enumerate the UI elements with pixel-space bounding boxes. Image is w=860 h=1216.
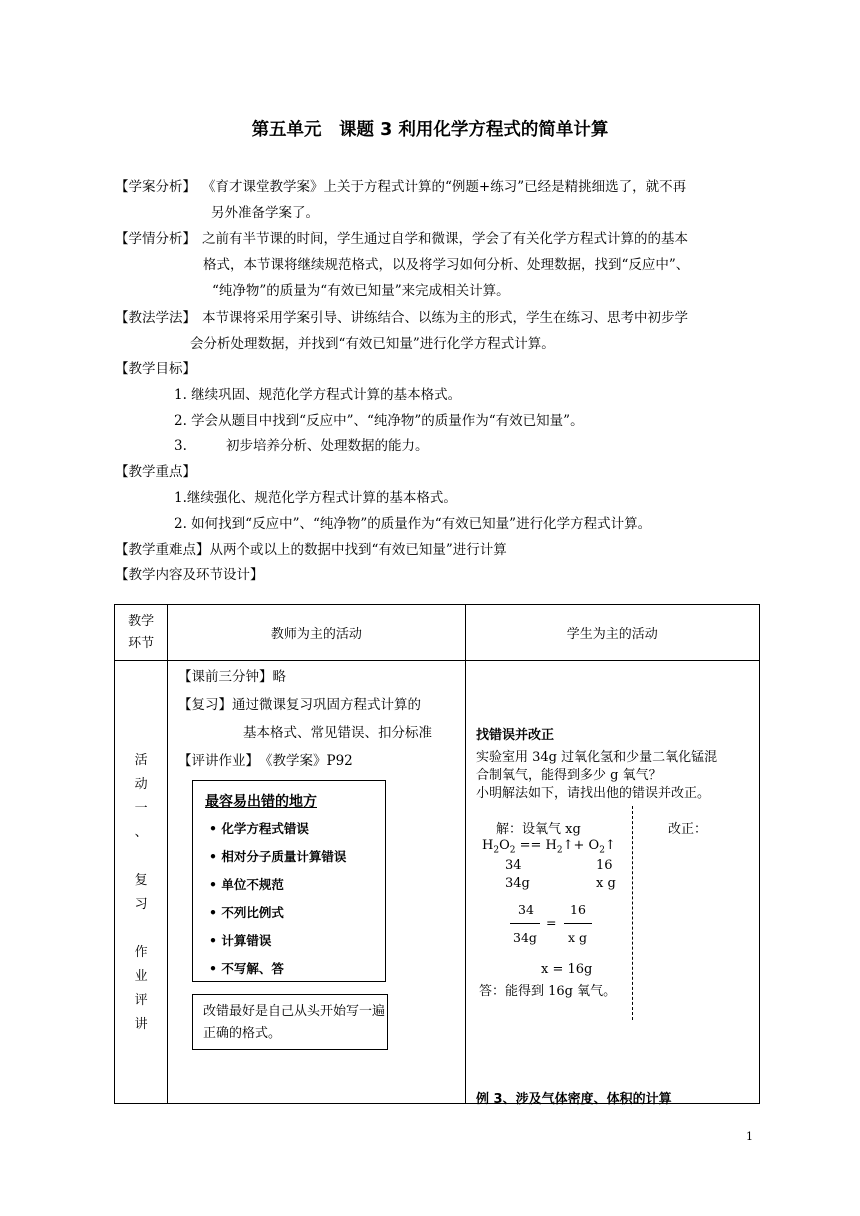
equation: $H_2O_2$ == $H_2↑+$ $O_2↑$	[482, 838, 616, 856]
divider-line	[632, 806, 633, 1020]
correction-note: 改错最好是自己从头开始写一遍正确的格式。	[192, 994, 388, 1050]
method-line-2: 会分析处理数据，并找到“有效已知量”进行化学方程式计算。	[190, 336, 555, 352]
stage-cell	[115, 661, 168, 1104]
stage-char: 讲	[134, 1017, 148, 1032]
example-3: 例 3、涉及气体密度、体积的计算	[476, 1092, 672, 1107]
eq-h: H	[482, 838, 494, 853]
situation-line-1: 之前有半节课的时间，学生通过自学和微课，学会了有关化学方程式计算的的基本	[202, 231, 688, 247]
fraction-bar-left	[510, 923, 540, 924]
list-item: • 单位不规范	[209, 877, 284, 892]
list-item: • 不列比例式	[209, 905, 284, 920]
list-item: • 不写解、答	[209, 961, 284, 976]
stage-char: 复	[134, 873, 148, 888]
homework-review: 【评讲作业】 《教学案》P92	[178, 753, 353, 769]
stage-char: 习	[134, 897, 148, 912]
question-line-2: 合制氧气，能得到多少 g 氧气？	[476, 768, 662, 783]
common-errors-box	[192, 780, 386, 982]
stage-gap	[115, 917, 167, 941]
stage-char: 动	[134, 777, 148, 792]
analysis-label: 【学案分析】	[115, 179, 196, 195]
goal-3-text: 初步培养分析、处理数据的能力。	[226, 438, 429, 454]
stage-char: 、	[134, 825, 148, 840]
stage-char: 评	[134, 993, 148, 1008]
list-item: • 相对分子质量计算错误	[209, 849, 347, 864]
question-line-3: 小明解法如下，请找出他的错误并改正。	[476, 786, 711, 801]
fraction-bottom-left: 34g	[513, 930, 537, 945]
mass-34: 34	[505, 858, 522, 873]
solution-line: 解：设氧气 xg	[496, 822, 581, 837]
page-title: 第五单元 课题 3 利用化学方程式的简单计算	[251, 120, 609, 140]
review: 【复习】通过微课复习巩固方程式计算的	[178, 697, 421, 713]
result: x = 16g	[541, 962, 593, 977]
stage-vertical-text	[115, 727, 167, 1037]
answer: 答：能得到 16g 氧气。	[479, 984, 617, 999]
key-label: 【教学重点】	[115, 464, 196, 480]
fraction-top-left: 34	[518, 902, 534, 917]
goal-3-number: 3.	[174, 438, 187, 454]
situation-label: 【学情分析】	[115, 231, 196, 247]
eq-arrow: ↑	[604, 838, 616, 853]
pre-class: 【课前三分钟】略	[178, 669, 286, 685]
situation-line-2: 格式，本节课将继续规范格式，以及将学习如何分析、处理数据，找到“反应中”、	[203, 257, 690, 273]
stage-char: 业	[134, 969, 148, 984]
eq-plus: ↑+ O	[562, 838, 600, 853]
table-header-row	[115, 605, 760, 661]
header-stage-line-1: 教学	[128, 613, 155, 629]
fraction-equals: =	[546, 915, 557, 930]
find-error-heading: 找错误并改正	[476, 728, 555, 743]
mass-34g: 34g	[505, 876, 530, 891]
page-number: 1	[746, 1130, 753, 1143]
method-label: 【教法学法】	[115, 310, 196, 326]
stage-char: 活	[134, 753, 148, 768]
eq-eqsign: == H	[515, 838, 557, 853]
stage-char: 作	[134, 945, 148, 960]
analysis-line-2: 另外准备学案了。	[211, 205, 319, 221]
header-stage-line-2: 环节	[128, 635, 155, 651]
question-line-1: 实验室用 34g 过氧化氢和少量二氧化锰混	[476, 750, 718, 765]
analysis-line-1: 《育才课堂教学案》上关于方程式计算的“例题+练习”已经是精挑细选了，就不再	[202, 179, 687, 195]
list-item: • 计算错误	[209, 933, 272, 948]
list-item: • 化学方程式错误	[209, 821, 309, 836]
key-2: 2. 如何找到“反应中”、“纯净物”的质量作为“有效已知量”进行化学方程式计算。	[174, 516, 652, 532]
goal-1: 1. 继续巩固、规范化学方程式计算的基本格式。	[174, 387, 462, 403]
key-1: 1.继续强化、规范化学方程式计算的基本格式。	[174, 490, 457, 506]
review-cont: 基本格式、常见错误、扣分标准	[243, 725, 432, 741]
goal-2: 2. 学会从题目中找到“反应中”、“纯净物”的质量作为“有效已知量”。	[174, 413, 584, 429]
stage-gap	[115, 845, 167, 869]
mass-16: 16	[596, 858, 613, 873]
common-errors-title: 最容易出错的地方	[205, 794, 317, 810]
design-label: 【教学内容及环节设计】	[115, 567, 264, 583]
header-teacher: 教师为主的活动	[168, 605, 465, 661]
eq-o: O	[499, 838, 510, 853]
stage-char: 一	[134, 801, 148, 816]
header-student: 学生为主的活动	[465, 605, 759, 661]
correction-label: 改正：	[668, 822, 708, 837]
difficulty: 【教学重难点】从两个或以上的数据中找到“有效已知量”进行计算	[115, 542, 507, 558]
fraction-bar-right	[564, 923, 592, 924]
situation-line-3: “纯净物”的质量为“有效已知量”来完成相关计算。	[212, 283, 510, 299]
method-line-1: 本节课将采用学案引导、讲练结合、以练为主的形式，学生在练习、思考中初步学	[202, 310, 688, 326]
fraction-bottom-right: x g	[568, 930, 588, 945]
mass-xg: x g	[596, 876, 616, 891]
goal-label: 【教学目标】	[115, 361, 196, 377]
header-stage	[115, 605, 168, 661]
fraction-top-right: 16	[570, 902, 586, 917]
